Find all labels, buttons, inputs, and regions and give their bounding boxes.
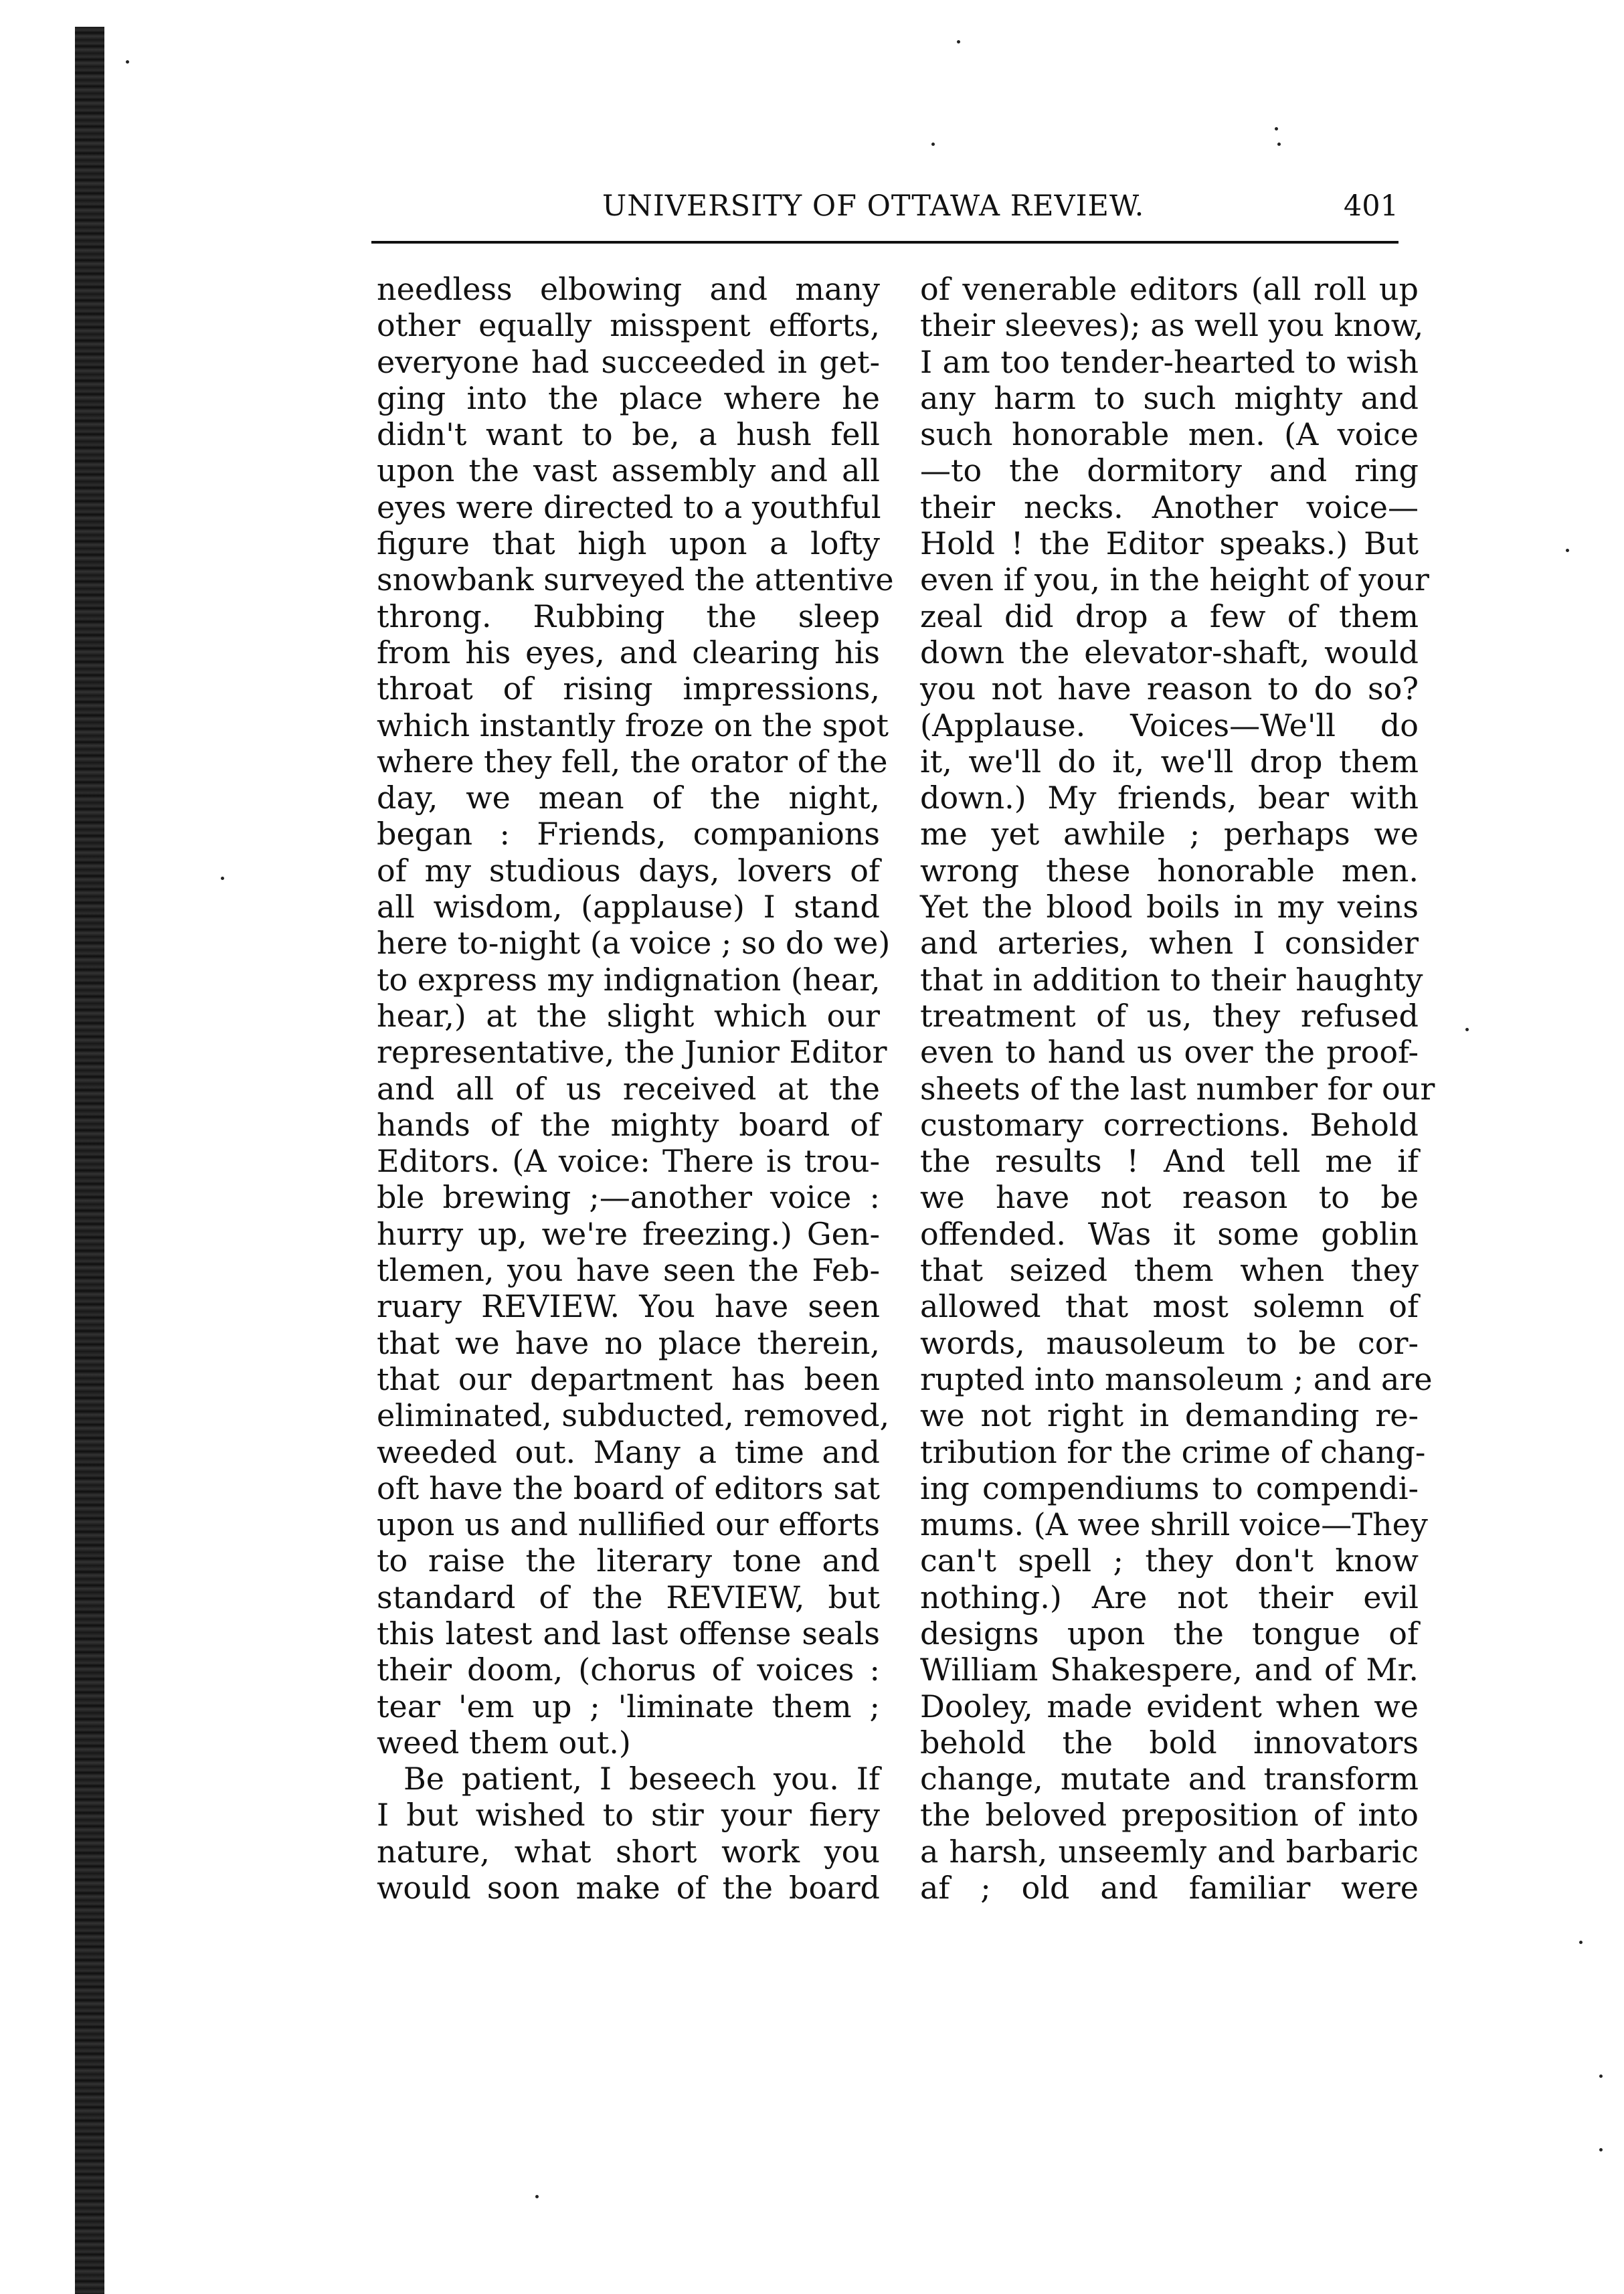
- text-line: can't spell ; they don't know: [920, 1542, 1419, 1579]
- ink-speck: [535, 2195, 539, 2198]
- text-line: would soon make of the board: [377, 1870, 880, 1907]
- text-line: Be patient, I beseech you. If: [403, 1761, 880, 1797]
- text-line: mums. (A wee shrill voice—They: [920, 1506, 1428, 1543]
- text-line: even to hand us over the proof-: [920, 1034, 1419, 1071]
- text-line: ble brewing ;—another voice :: [377, 1179, 880, 1216]
- text-line: you not have reason to do so?: [920, 671, 1419, 707]
- text-line: all wisdom, (applause) I stand: [377, 889, 880, 925]
- text-line: that our department has been: [377, 1360, 880, 1397]
- text-line: ging into the place where he: [377, 379, 880, 416]
- running-header: [371, 189, 1399, 236]
- text-line: the results ! And tell me if: [920, 1143, 1419, 1180]
- text-line: the beloved preposition of into: [920, 1797, 1419, 1834]
- text-line: from his eyes, and clearing his: [377, 634, 880, 671]
- text-line: tlemen, you have seen the Feb-: [377, 1252, 880, 1289]
- text-line: that we have no place therein,: [377, 1324, 880, 1361]
- text-line: Hold ! the Editor speaks.) But: [920, 525, 1419, 562]
- text-line: —to the dormitory and ring: [920, 452, 1419, 489]
- text-line: any harm to such mighty and: [920, 379, 1419, 416]
- text-line: their necks. Another voice—: [920, 489, 1419, 525]
- ink-speck: [1599, 2148, 1603, 2151]
- text-line: wrong these honorable men.: [920, 852, 1419, 889]
- ink-speck: [957, 40, 960, 43]
- text-line: throng. Rubbing the sleep: [377, 598, 880, 634]
- text-line: ing compendiums to compendi-: [920, 1470, 1419, 1506]
- text-line: hands of the mighty board of: [377, 1106, 880, 1143]
- text-line: down.) My friends, bear with: [920, 780, 1419, 816]
- text-line: change, mutate and transform: [920, 1761, 1419, 1797]
- text-line: tribution for the crime of chang-: [920, 1433, 1426, 1470]
- page-number: 401: [1343, 189, 1399, 223]
- text-line: of venerable editors (all roll up: [920, 271, 1419, 307]
- text-line: upon the vast assembly and all: [377, 452, 880, 489]
- text-line: eliminated, subducted, removed,: [377, 1397, 890, 1434]
- ink-speck: [1465, 1028, 1469, 1031]
- text-line: af ; old and familiar were: [920, 1870, 1419, 1907]
- text-line: customary corrections. Behold: [920, 1106, 1419, 1143]
- text-line: standard of the REVIEW, but: [377, 1579, 880, 1615]
- text-line: of my studious days, lovers of: [377, 852, 880, 889]
- header-rule: [371, 241, 1399, 244]
- ink-speck: [126, 60, 129, 64]
- text-line: me yet awhile ; perhaps we: [920, 816, 1419, 853]
- book-binding-edge: [75, 27, 104, 2294]
- text-line: figure that high upon a lofty: [377, 525, 880, 562]
- text-line: down the elevator-shaft, would: [920, 634, 1419, 671]
- ink-speck: [1275, 127, 1278, 130]
- text-line: Dooley, made evident when we: [920, 1688, 1419, 1725]
- journal-title: UNIVERSITY OF OTTAWA REVIEW.: [602, 189, 1145, 223]
- text-line: which instantly froze on the spot: [377, 707, 889, 743]
- ink-speck: [221, 877, 224, 880]
- text-line: began : Friends, companions: [377, 816, 880, 853]
- text-line: their doom, (chorus of voices :: [377, 1652, 880, 1688]
- text-line: hear,) at the slight which our: [377, 997, 880, 1034]
- text-line: (Applause. Voices—We'll do: [920, 707, 1419, 743]
- text-line: treatment of us, they refused: [920, 997, 1419, 1034]
- text-line: Editors. (A voice: There is trou-: [377, 1143, 880, 1180]
- text-line: behold the bold innovators: [920, 1724, 1419, 1761]
- text-line: oft have the board of editors sat: [377, 1470, 880, 1506]
- text-line: everyone had succeeded in get-: [377, 343, 880, 380]
- text-line: words, mausoleum to be cor-: [920, 1324, 1419, 1361]
- text-line: snowbank surveyed the attentive: [377, 561, 894, 598]
- text-line: offended. Was it some goblin: [920, 1215, 1419, 1252]
- text-line: representative, the Junior Editor: [377, 1034, 887, 1071]
- text-line: and all of us received at the: [377, 1070, 880, 1107]
- right-column: [920, 271, 1435, 1907]
- text-line: didn't want to be, a hush fell: [377, 416, 880, 453]
- ink-speck: [931, 143, 935, 146]
- text-line: that seized them when they: [920, 1252, 1419, 1289]
- text-line: where they fell, the orator of the: [377, 743, 888, 780]
- left-column: [377, 271, 894, 1907]
- text-line: tear 'em up ; 'liminate them ;: [377, 1688, 880, 1725]
- ink-speck: [1277, 143, 1281, 146]
- text-line: such honorable men. (A voice: [920, 416, 1419, 453]
- text-line: nothing.) Are not their evil: [920, 1579, 1419, 1615]
- text-line: weed them out.): [377, 1724, 631, 1761]
- text-line: we not right in demanding re-: [920, 1397, 1419, 1434]
- text-line: weeded out. Many a time and: [377, 1433, 880, 1470]
- text-line: rupted into mansoleum ; and are: [920, 1360, 1433, 1397]
- text-line: their sleeves); as well you know,: [920, 307, 1424, 344]
- text-line: upon us and nullified our efforts: [377, 1506, 880, 1543]
- ink-speck: [1579, 1941, 1583, 1944]
- text-line: allowed that most solemn of: [920, 1288, 1419, 1325]
- text-line: eyes were directed to a youthful: [377, 489, 881, 525]
- text-line: hurry up, we're freezing.) Gen-: [377, 1215, 880, 1252]
- text-line: I am too tender-hearted to wish: [920, 343, 1419, 380]
- text-line: here to-night (a voice ; so do we): [377, 925, 891, 962]
- text-line: Yet the blood boils in my veins: [920, 889, 1419, 925]
- text-line: William Shakespere, and of Mr.: [920, 1652, 1419, 1688]
- text-line: zeal did drop a few of them: [920, 598, 1419, 634]
- text-line: nature, what short work you: [377, 1833, 880, 1870]
- text-line: and arteries, when I consider: [920, 925, 1419, 962]
- text-line: a harsh, unseemly and barbaric: [920, 1833, 1419, 1870]
- text-line: throat of rising impressions,: [377, 671, 880, 707]
- text-line: day, we mean of the night,: [377, 780, 880, 816]
- text-line: ruary REVIEW. You have seen: [377, 1288, 880, 1325]
- text-line: other equally misspent efforts,: [377, 307, 880, 344]
- text-line: it, we'll do it, we'll drop them: [920, 743, 1419, 780]
- ink-speck: [1599, 2075, 1603, 2078]
- text-line: we have not reason to be: [920, 1179, 1419, 1216]
- text-line: needless elbowing and many: [377, 271, 880, 307]
- ink-speck: [1566, 549, 1569, 552]
- text-line: even if you, in the height of your: [920, 561, 1429, 598]
- text-line: to express my indignation (hear,: [377, 961, 881, 998]
- text-line: designs upon the tongue of: [920, 1615, 1419, 1652]
- text-line: sheets of the last number for our: [920, 1070, 1435, 1107]
- text-line: this latest and last offense seals: [377, 1615, 880, 1652]
- text-line: I but wished to stir your fiery: [377, 1797, 880, 1834]
- text-line: that in addition to their haughty: [920, 961, 1423, 998]
- text-line: to raise the literary tone and: [377, 1542, 880, 1579]
